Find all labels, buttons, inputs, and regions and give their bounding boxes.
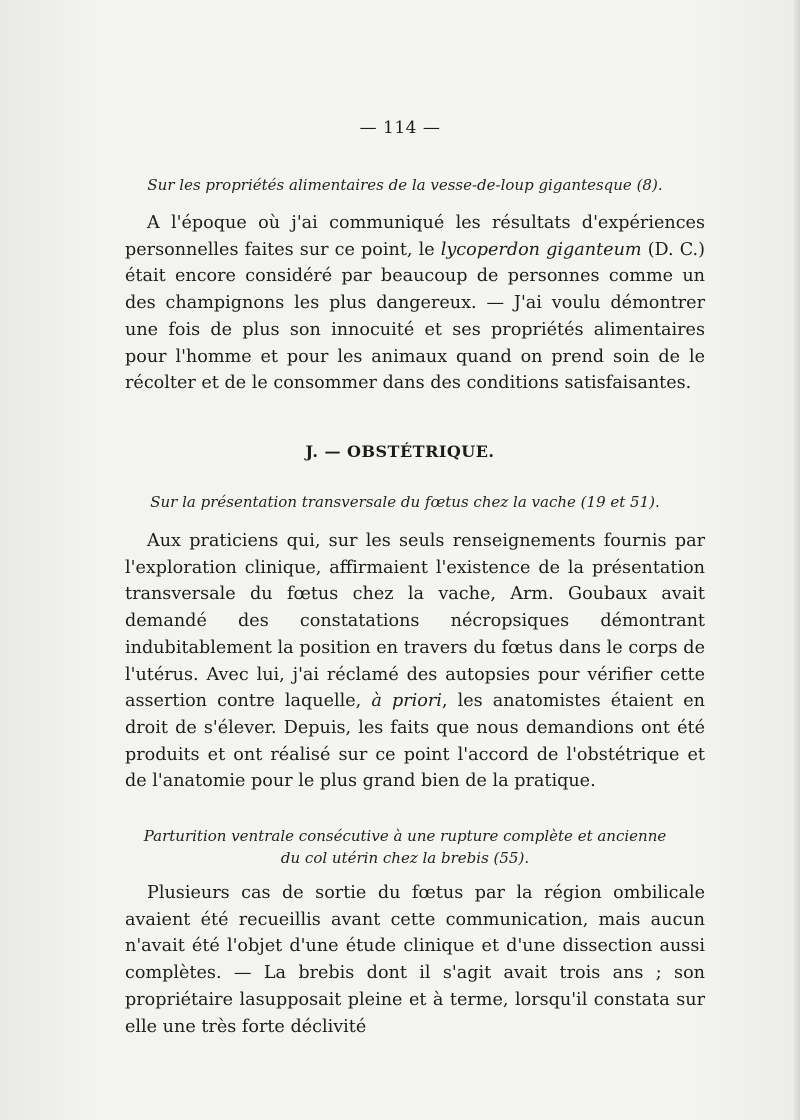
paragraph-text: Plusieurs cas de sortie du fœtus par la région ombilicale avaient été recueillis avant cette communication, mais aucun n'avait été l'objet d'une étude clinique et d'une dissection aussi complètes. — La brebis dont il s'agit avait trois ans ; son propriétaire lasupposait pleine et à terme, lorsqu'il constata sur elle une très forte déclivité (125, 883, 705, 1037)
paragraph-italic-term: lycoperdon giganteum (440, 239, 642, 260)
chapter-heading-obstetrique: J. — OBSTÉTRIQUE. (305, 442, 495, 461)
paragraph-parturition-ventrale (125, 880, 705, 1040)
paragraph-vesse-de-loup (125, 210, 705, 397)
section-title-line-2: du col utérin chez la brebis (55). (280, 849, 530, 867)
paragraph-text: , les anatomistes étaient en droit de s'élever. Depuis, les faits que nous demandions ont été produits et ont réalisé sur ce point l'accord de l'obstétrique et de l'anatomie pour le plus grand bien de la pratique. (125, 691, 705, 792)
paragraph-italic-term: à priori (371, 691, 442, 712)
page-edge (794, 0, 800, 1120)
section-title-vesse-de-loup: Sur les propriétés alimentaires de la vesse-de-loup gigantesque (8). (147, 176, 663, 194)
paragraph-text: A l'époque où j'ai communiqué les résultats d'expériences personnelles faites sur ce point, le (125, 213, 705, 260)
section-title-presentation-transversale: Sur la présentation transversale du fœtus chez la vache (19 et 51). (150, 493, 660, 511)
section-title-line-1: Parturition ventrale consécutive à une rupture complète et ancienne (143, 827, 667, 845)
page-number: — 114 — (359, 118, 441, 138)
paragraph-text: Aux praticiens qui, sur les seuls renseignements fournis par l'exploration clinique, affirmaient l'existence de la présentation transversale du fœtus chez la vache, Arm. Goubaux avait demandé des constatations nécropsiques démontrant indubitablement la position en travers du fœtus dans le corps de l'utérus. Avec lui, j'ai réclamé des autopsies pour vérifier cette assertion contre laquelle, (125, 531, 705, 712)
paragraph-text: (D. C.) était encore considéré par beaucoup de personnes comme un des champignons les plus dangereux. — J'ai voulu démontrer une fois de plus son innocuité et ses propriétés alimentaires pour l'homme et pour les animaux quand on prend soin de le récolter et de le consommer dans des conditions satisfaisantes. (125, 239, 706, 394)
paragraph-presentation-transversale (125, 528, 705, 795)
section-title-parturition-ventrale (125, 825, 685, 869)
